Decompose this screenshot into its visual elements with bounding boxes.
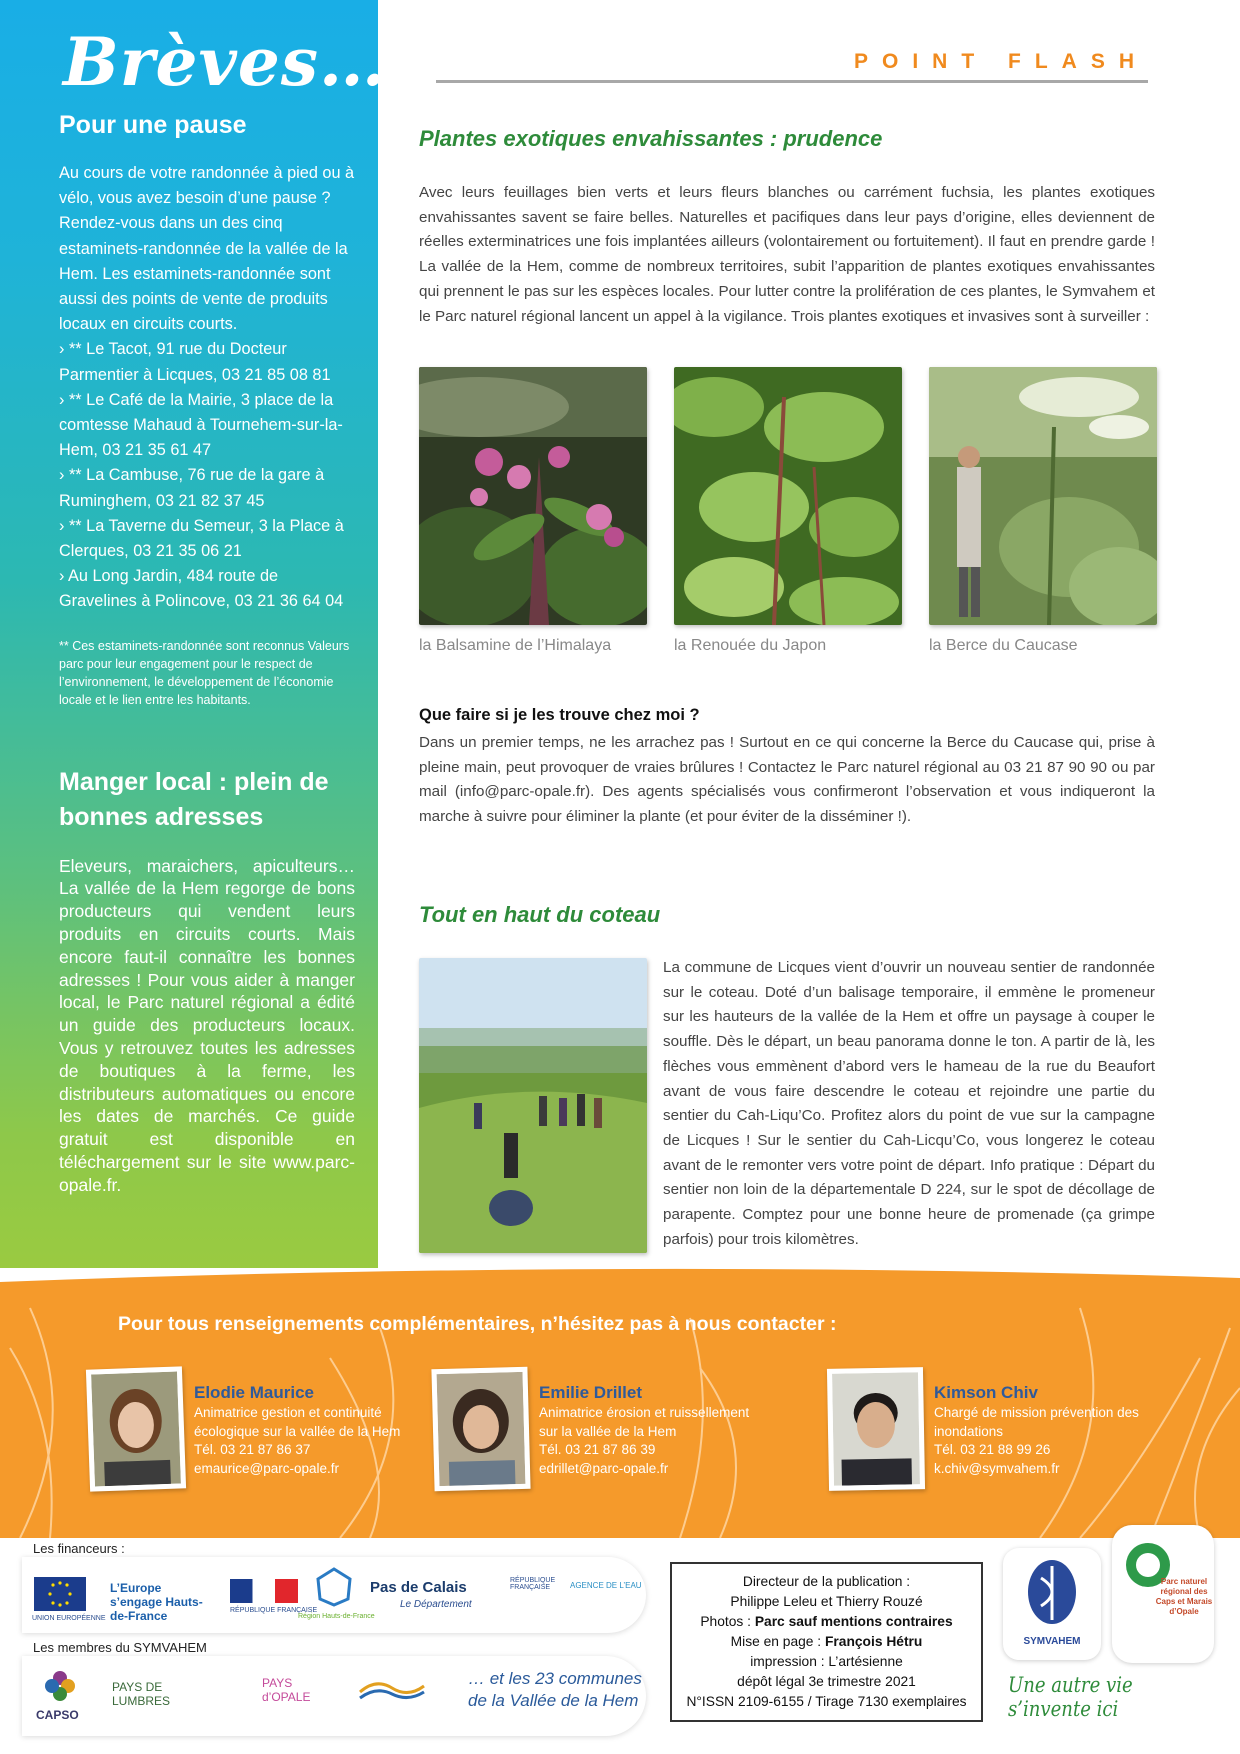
contact-name: Kimson Chiv <box>934 1383 1038 1402</box>
eu-stars-icon <box>34 1577 86 1611</box>
republique-logo-icon <box>230 1579 298 1603</box>
article1-title: Plantes exotiques envahissantes : prudence <box>419 126 883 151</box>
symvahem-logo <box>1003 1548 1101 1660</box>
pub-print: impression : L’artésienne <box>750 1654 903 1669</box>
region-hexagon-icon <box>312 1565 356 1609</box>
funders-label: Les financeurs : <box>33 1541 125 1556</box>
pause-text <box>59 161 359 615</box>
symvahem-emblem-icon <box>1003 1548 1101 1638</box>
contact-email[interactable]: k.chiv@symvahem.fr <box>934 1460 1060 1476</box>
pas-de-calais-logo: Pas de Calais <box>370 1579 467 1596</box>
contact-info <box>539 1382 769 1478</box>
departement-caption: Le Département <box>400 1599 472 1610</box>
photo-caption: la Renouée du Japon <box>674 637 827 654</box>
eu-caption: UNION EUROPÉENNE <box>32 1615 106 1622</box>
estaminet-item: › ** La Cambuse, 76 rue de la gare à Ruminghem, 03 21 82 37 45 <box>59 466 325 510</box>
estaminet-note: ** Ces estaminets-randonnée sont reconnus Valeurs parc pour leur engagement pour le respect de l’environnement, le développement de l’économie locale et le lien entre les habitants. <box>59 638 350 707</box>
contact-phone: Tél. 03 21 88 99 26 <box>934 1442 1051 1457</box>
pub-layout-value: François Hétru <box>824 1634 923 1649</box>
manger-local-text: Eleveurs, maraichers, apiculteurs… La vallée de la Hem regorge de bons producteurs qui vendent leurs produits en circuits courts. Mais encore faut-il connaître les bonnes adresses ! Pour vous aider à manger local, le Parc naturel régional a édité un guide des producteurs locaux. Vous y retrouvez toutes les adresses de boutiques à la ferme, les distributeurs automatiques ou encore les dates de marchés. Ce guide gratuit est disponible en téléchargement sur le site www.parc-opale.fr. <box>59 855 355 1195</box>
members-label: Les membres du SYMVAHEM <box>33 1640 207 1655</box>
communes-line: … et les 23 communes <box>468 1669 642 1688</box>
symvahem-caption: SYMVAHEM <box>1023 1636 1081 1647</box>
pub-layout <box>672 1632 981 1652</box>
renouee-image <box>674 367 902 625</box>
pub-photos-value: Parc sauf mentions contraires <box>754 1614 953 1629</box>
funders-logos <box>22 1557 646 1633</box>
balsamine-photo <box>419 367 647 625</box>
article2-title: Tout en haut du coteau <box>419 902 661 927</box>
photo-caption: la Balsamine de l’Himalaya <box>419 637 612 654</box>
contact-email[interactable]: emaurice@parc-opale.fr <box>194 1460 340 1476</box>
estaminet-item: › Au Long Jardin, 484 route de Gravelines à Polincove, 03 21 36 64 04 <box>59 567 344 611</box>
region-logo-icon <box>312 1565 356 1609</box>
contact-info <box>194 1382 424 1478</box>
berce-photo <box>929 367 1157 625</box>
contact-name: Emilie Drillet <box>539 1383 642 1402</box>
renouee-photo <box>674 367 902 625</box>
contact-phone: Tél. 03 21 87 86 37 <box>194 1442 311 1457</box>
region-caption: Région Hauts-de-France <box>298 1613 375 1620</box>
contact-role: Animatrice érosion et ruissellement sur la vallée de la Hem <box>539 1405 750 1439</box>
eu-flag-icon <box>34 1577 86 1611</box>
contact-name: Elodie Maurice <box>194 1383 314 1402</box>
capso-flower-icon <box>40 1666 80 1706</box>
estaminet-item: › ** La Taverne du Semeur, 3 la Place à Clerques, 03 21 35 06 21 <box>59 516 344 561</box>
section-title-pause: Pour une pause <box>59 111 247 139</box>
member-logo-icon <box>356 1674 428 1704</box>
pub-director-names: Philippe Leleu et Thierry Rouzé <box>730 1594 923 1609</box>
avatar-image <box>91 1372 181 1487</box>
pub-photos <box>672 1612 981 1632</box>
question-answer: Dans un premier temps, ne les arrachez pas ! Surtout en ce qui concerne la Berce du Caucase qui, prise à pleine main, peut provoquer de vraies brûlures ! Contactez le Parc naturel régional au 03 21 87 90 90 ou par mail (info@parc-opale.fr). Des agents spécialisés vous confirmeront l’observation et vous indiqueront la marche à suivre pour éliminer la plante (et pour éviter de la disséminer !). <box>419 734 1155 826</box>
contact-phone: Tél. 03 21 87 86 39 <box>539 1442 656 1457</box>
republique-small-caption: RÉPUBLIQUE FRANÇAISE <box>510 1577 556 1591</box>
members-logos <box>22 1656 646 1736</box>
sidebar-breves <box>0 0 387 1290</box>
sidebar-title: Brèves… <box>63 23 387 101</box>
pause-intro: Au cours de votre randonnée à pied ou à vélo, vous avez besoin d’une pause ? Rendez-vous dans un des cinq estaminets-randonnée de la vallée de la Hem. Les estaminets-randonnée sont aussi des points de vente de produits locaux en circuits courts. <box>59 164 355 334</box>
article2-body: La commune de Licques vient d’ouvrir un nouveau sentier de randonnée sur le coteau. Doté d’un balisage temporaire, il emmène le promeneur sur les hauteurs de la vallée de la Hem et offre un paysage à couper le souffle. Dès le départ, un beau panorama donne le ton. A partir de là, les flèches vous emmènent d’abord vers le hameau de la rue du Beaufort avant de vous faire descendre le coteau et rejoindre une partie du sentier du Cah-Liqu’Co. Profitez alors du point de vue sur la campagne de Licques ! Sur le sentier du Cah-Licqu’Co, vous longerez le coteau avant de le remonter vers votre point de départ. <box>663 959 1155 1174</box>
communes-text <box>468 1668 642 1712</box>
agence-eau-logo: AGENCE DE L’EAU <box>570 1581 642 1590</box>
coteau-image <box>419 958 647 1253</box>
photo-caption: la Berce du Caucase <box>929 637 1078 654</box>
pays-opale-logo: PAYS d’OPALE <box>262 1676 311 1704</box>
parc-caption: Parc naturel régional des Caps et Marais d’Opale <box>1155 1577 1213 1616</box>
article1-intro: Avec leurs feuillages bien verts et leurs fleurs blanches ou carrément fuchsia, les plantes exotiques envahissantes savent se faire belles. Naturelles et pacifiques dans leur pays d’origine, elles deviennent de réelles exterminatrices une fois implantées ailleurs (volontairement ou fortuitement). Il faut en prendre garde ! La vallée de la Hem, comme de nombreux territoires, subit l’apparition de plantes exotiques envahissantes qui prennent le pas sur les espèces locales. Pour lutter contre la prolifération de ces plantes, le Symvahem et le Parc naturel régional lancent un appel à la vigilance. Trois plantes exotiques et invasives sont à surveiller : <box>419 184 1155 325</box>
republique-caption: RÉPUBLIQUE FRANÇAISE <box>230 1607 318 1614</box>
parc-logo <box>1112 1525 1214 1663</box>
coteau-photo <box>419 958 647 1253</box>
contact-role: Animatrice gestion et continuité écologique sur la vallée de la Hem <box>194 1405 401 1439</box>
capso-caption: CAPSO <box>36 1708 79 1722</box>
estaminet-item: › ** Le Tacot, 91 rue du Docteur Parmentier à Licques, 03 21 85 08 81 <box>59 340 331 384</box>
avatar <box>431 1367 530 1491</box>
contact-band <box>0 1268 1240 1538</box>
pub-layout-label: Mise en page : <box>730 1634 825 1649</box>
avatar <box>86 1366 186 1491</box>
pub-director-label: Directeur de la publication : <box>742 1574 911 1589</box>
publication-info <box>670 1562 983 1722</box>
article2-info: Info pratique : Départ du sentier non loin de la départementale D 224, sur le spot de décollage de parapente. Comptez pour une bonne heure de promenade (ça grimpe parfois) pour trois kilomètres. <box>663 1156 1155 1248</box>
balsamine-image <box>419 367 647 625</box>
contact-info <box>934 1382 1164 1478</box>
pub-photos-label: Photos : <box>700 1614 755 1629</box>
communes-line: de la Vallée de la Hem <box>468 1691 639 1710</box>
question-title: Que faire si je les trouve chez moi ? <box>419 706 700 724</box>
avatar-image <box>832 1372 920 1485</box>
capso-logo-icon <box>40 1666 80 1706</box>
lumbres-logo: PAYS DE LUMBRES <box>112 1680 171 1708</box>
contact-role: Chargé de mission prévention des inondations <box>934 1405 1139 1439</box>
wave-icon <box>356 1674 428 1704</box>
pub-issn: N°ISSN 2109-6155 / Tirage 7130 exemplaires <box>686 1694 967 1709</box>
europe-engage-logo: L’Europe s’engage Hauts-de-France <box>110 1581 203 1623</box>
plant-photos <box>419 367 1159 667</box>
slogan: Une autre vie s’invente ici <box>1008 1673 1133 1721</box>
pub-depot: dépôt légal 3e trimestre 2021 <box>737 1674 916 1689</box>
berce-image <box>929 367 1157 625</box>
estaminet-item: › ** Le Café de la Mairie, 3 place de la comtesse Mahaud à Tournehem-sur-la-Hem, 03 21 35 61 47 <box>59 390 343 460</box>
header-rule <box>436 80 1148 83</box>
contact-title: Pour tous renseignements complémentaires, n’hésitez pas à nous contacter : <box>118 1313 837 1335</box>
article2-text <box>663 956 1155 1252</box>
contact-email[interactable]: edrillet@parc-opale.fr <box>539 1460 669 1476</box>
avatar-image <box>437 1372 526 1486</box>
avatar <box>827 1367 925 1491</box>
section-title-manger-local: Manger local : plein de bonnes adresses <box>59 767 329 831</box>
point-flash-label: POINT FLASH <box>854 50 1148 73</box>
